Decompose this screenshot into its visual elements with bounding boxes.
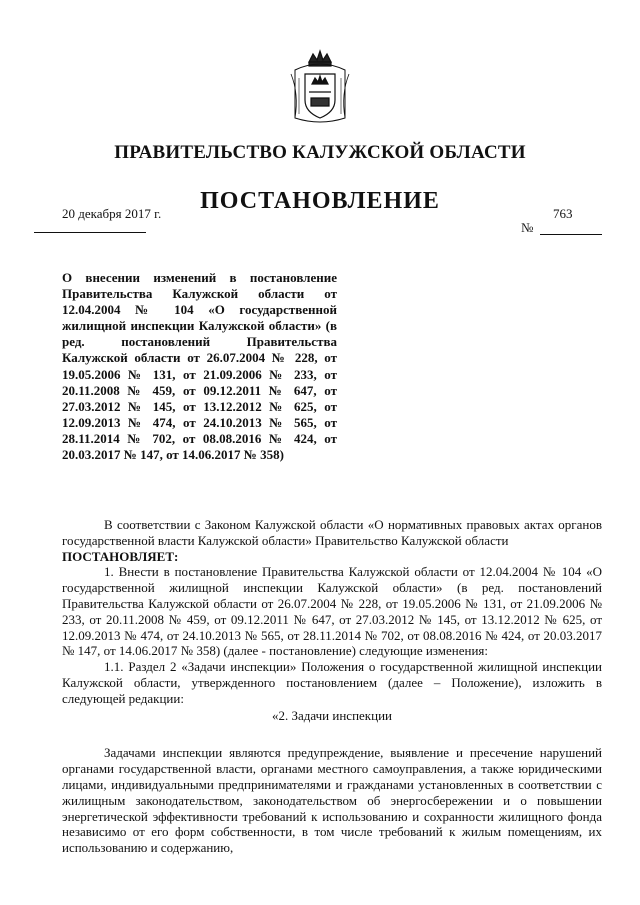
preamble-paragraph: В соответствии с Законом Калужской области «О нормативных правовых актах органов государственной власти Калужской области» Правительство Калужской области [62,517,602,548]
number-sign: № [521,220,534,235]
organization-title: ПРАВИТЕЛЬСТВО КАЛУЖСКОЙ ОБЛАСТИ [114,142,526,163]
document-subject: О внесении изменений в постановление Правительства Калужской области от 12.04.2004 № 104 «О государственной жилищной инспекции Калужской области» (в ред. постановлений Правительства Калужской области от 26.07.2004 № 228, от 19.05.2006 № 131, от 21.09.2006 № 233, от 20.11.2008 № 459, от 09.12.2011 № 647, от 27.03.2012 № 145, от 13.12.2012 № 625, от 12.09.2013 № 474, от 24.10.2013 № 565, от 28.11.2014 № 702, от 08.08.2016 № 424, от 20.03.2017 № 147, от 14.06.2017 № 358) [62,270,337,463]
section-text: Задачами инспекции являются предупреждение, выявление и пресечение нарушений органами государственной власти, органами местного самоуправления, а также юридическими лицами, индивидуальными предпринимателями и гражданами установленных в соответствии с жилищным законодательством, законодательством об энергосбережении и о повышении энергетической эффективности требований к использованию и сохранности жилищного фонда независимо от его форм собственности, в том числе требований к жилым помещениям, их использованию и содержанию, [62,745,602,856]
document-type-heading: ПОСТАНОВЛЕНИЕ [200,188,440,214]
section-title: «2. Задачи инспекции [272,707,392,723]
document-date: 20 декабря 2017 г. [62,206,162,221]
clause-1-1: 1.1. Раздел 2 «Задачи инспекции» Положения о государственной жилищной инспекции Калужской области, утвержденного постановлением (далее – Положение), изложить в следующей редакции: [62,659,602,706]
number-underline [540,234,602,235]
document-body [62,517,602,856]
date-underline [34,232,146,233]
clause-1: 1. Внести в постановление Правительства Калужской области от 12.04.2004 № 104 «О государственной жилищной инспекции Калужской области» (в ред. постановлений Правительства Калужской области от 26.07.2004 № 228, от 19.05.2006 № 131, от 21.09.2006 № 233, от 20.11.2008 № 459, от 09.12.2011 № 647, от 27.03.2012 № 145, от 13.12.2012 № 625, от 12.09.2013 № 474, от 24.10.2013 № 565, от 28.11.2014 № 702, от 08.08.2016 № 424, от 20.03.2017 № 147, от 14.06.2017 № 358) (далее - постановление) следующие изменения: [62,564,602,659]
decree-word: ПОСТАНОВЛЯЕТ: [62,548,179,564]
coat-of-arms-icon [287,48,353,128]
document-number: 763 [553,206,573,221]
